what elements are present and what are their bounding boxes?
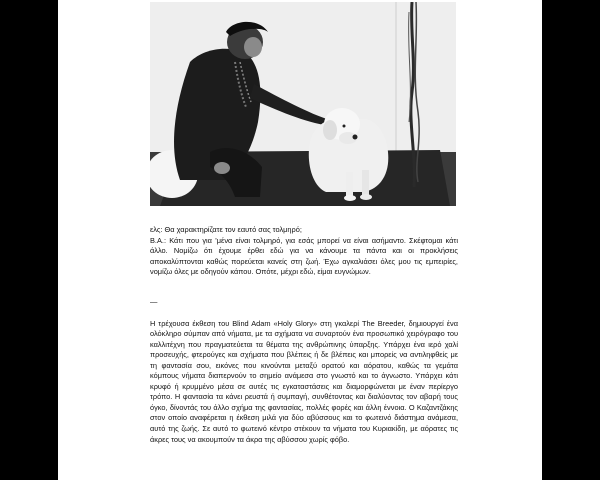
- body-paragraph: Η τρέχουσα έκθεση του Blind Adam «Holy Glory» στη γκαλερί The Breeder, δημιουργεί ένα ολόκληρο σύμπαν από νήματα, με τα σχήματα να συναρτούν ένα προσωπικό χειρόγραφο του καλλιτέχνη που πραγματεύεται τα θέματα της ανθρώπινης ύπαρξης. Υπάρχει ένα ιερό χαλί προσευχής, φτερούγες και σχήματα που βλέπεις ή δε βλέπεις και μπορείς να αντιληφθείς με τη φαντασία σου, εικόνες που κινούνται μεταξύ ορατού και αόρατου, καθώς τα γεμάτα κόμπους νήματα διαπερνούν το σημείο ανάμεσα στο γνωστό και το άγνωστο. Υπάρχει κάτι κρυφό ή κρυμμένο μέσα σε αυτές τις εγκαταστάσεις και διαμορφώνεται με έναν περίεργο τρόπο. Η φαντασία τα κάνει ρευστά ή συμπαγή, συνθέτοντας και διαλύοντας τον αβαρή τους όγκο, δίνοντάς του άλλο σχήμα της φαντασίας, πολλές φορές και άλλη έννοια. Ο Καζαντζάκης στον οποίο αναφέρεται η έκθεση μιλά για δύο αβύσσους και το φωτεινό διάστημα ανάμεσα, αυτό της ζωής. Σε αυτό το φωτεινό κέντρο στέκουν τα νήματα του Κυριακίδη, με αόρατες τις άκρες τους να ακουμπούν τα άκρα της αβύσσου χωρίς φόβο.: [150, 318, 458, 444]
- interview-answer: Β.Α.: Κάτι που για ’μένα είναι τολμηρό, για εσάς μπορεί να είναι ασήμαντο. Σκέφτομαι κάτι άλλο. Νομίζω ότι έχουμε έρθει εδώ για να κάνουμε τα πάντα και οι προκλήσεις αποκαλύπτονται καθώς πορεύεται κανείς στη ζωή. Έχω αγκαλιάσει όλες μου τις εμπειρίες, νομίζω όλες με οδηγούν κάπου. Οπότε, μέχρι εδώ, είμαι ευγνώμων.: [150, 235, 458, 277]
- photo-illustration: [150, 2, 456, 206]
- artist-with-dog-photo: [150, 2, 456, 206]
- document-page: [58, 0, 542, 480]
- interview-question: ελς: Θα χαρακτηρίζατε τον εαυτό σας τολμηρό;: [150, 225, 302, 234]
- section-separator: —: [150, 297, 158, 306]
